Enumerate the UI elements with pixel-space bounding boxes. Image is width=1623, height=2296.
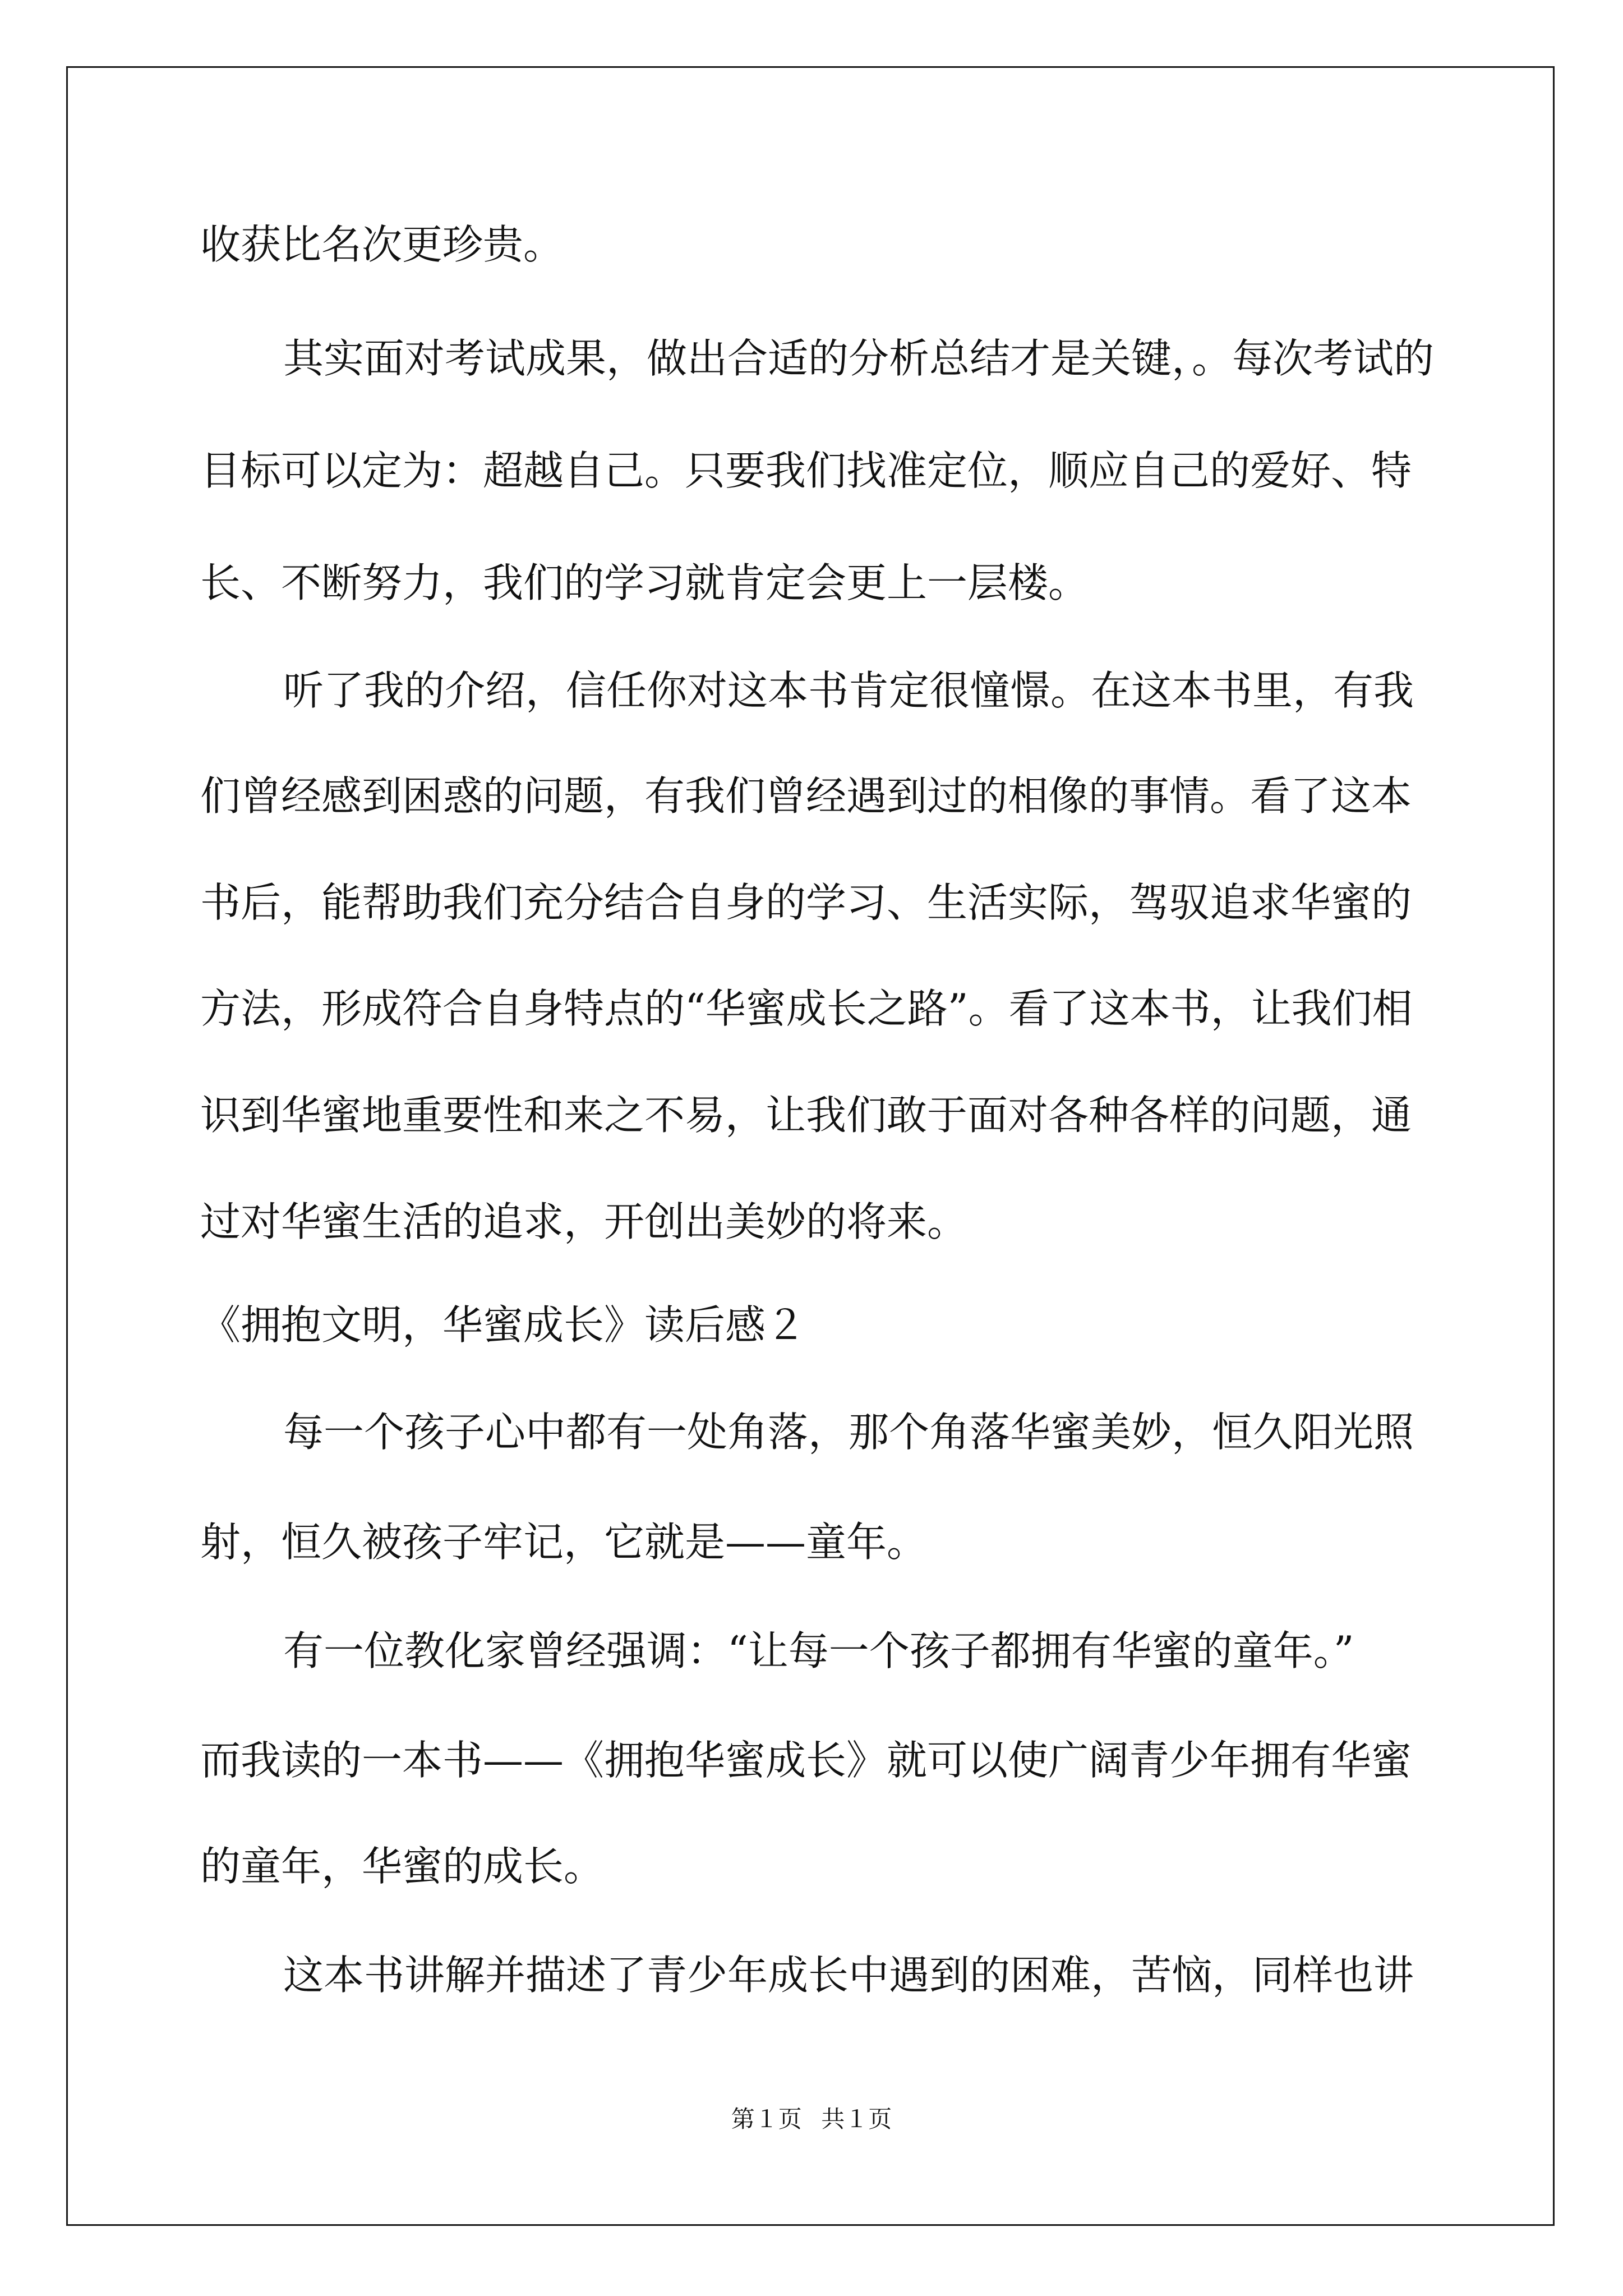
text-line: 长、不断努力，我们的学习就肯定会更上一层楼。: [200, 559, 1089, 606]
text-line: 的童年，华蜜的成长。: [200, 1843, 605, 1890]
paragraph-start-line: 听了我的介绍，信任你对这本书肯定很憧憬。在这本书里，有我: [283, 667, 1414, 714]
paragraph-start-line: 有一位教化家曾经强调：“让每一个孩子都拥有华蜜的童年。”: [283, 1627, 1354, 1674]
page-footer: [0, 2101, 1623, 2134]
text-line: 射，恒久被孩子牢记，它就是——童年。: [200, 1519, 928, 1566]
text-line: 方法，形成符合自身特点的“华蜜成长之路”。看了这本书，让我们相: [200, 985, 1413, 1032]
total-pages: 共１页: [821, 2107, 892, 2133]
text-line: 目标可以定为：超越自己。只要我们找准定位，顺应自己的爱好、特: [200, 447, 1412, 494]
paragraph-start-line: 每一个孩子心中都有一处角落，那个角落华蜜美妙，恒久阳光照: [283, 1409, 1414, 1456]
paragraph-start-line: 其实面对考试成果，做出合适的分析总结才是关键，。每次考试的: [283, 335, 1435, 382]
text-line: 们曾经感到困惑的问题，有我们曾经遇到过的相像的事情。看了这本: [200, 772, 1412, 820]
text-line: 书后，能帮助我们充分结合自身的学习、生活实际，驾驭追求华蜜的: [200, 879, 1412, 926]
paragraph-start-line: 这本书讲解并描述了青少年成长中遇到的困难，苦恼，同样也讲: [283, 1952, 1414, 1999]
page-border: [66, 66, 1555, 2226]
page-number: 第１页: [731, 2107, 802, 2133]
text-line: 而我读的一本书——《拥抱华蜜成长》就可以使广阔青少年拥有华蜜: [200, 1737, 1412, 1784]
text-line: 收获比名次更珍贵。: [200, 221, 564, 268]
text-line: 识到华蜜地重要性和来之不易，让我们敢于面对各种各样的问题，通: [200, 1092, 1412, 1139]
section-heading: 《拥抱文明，华蜜成长》读后感２: [200, 1301, 806, 1349]
text-line: 过对华蜜生活的追求，开创出美妙的将来。: [200, 1198, 968, 1245]
